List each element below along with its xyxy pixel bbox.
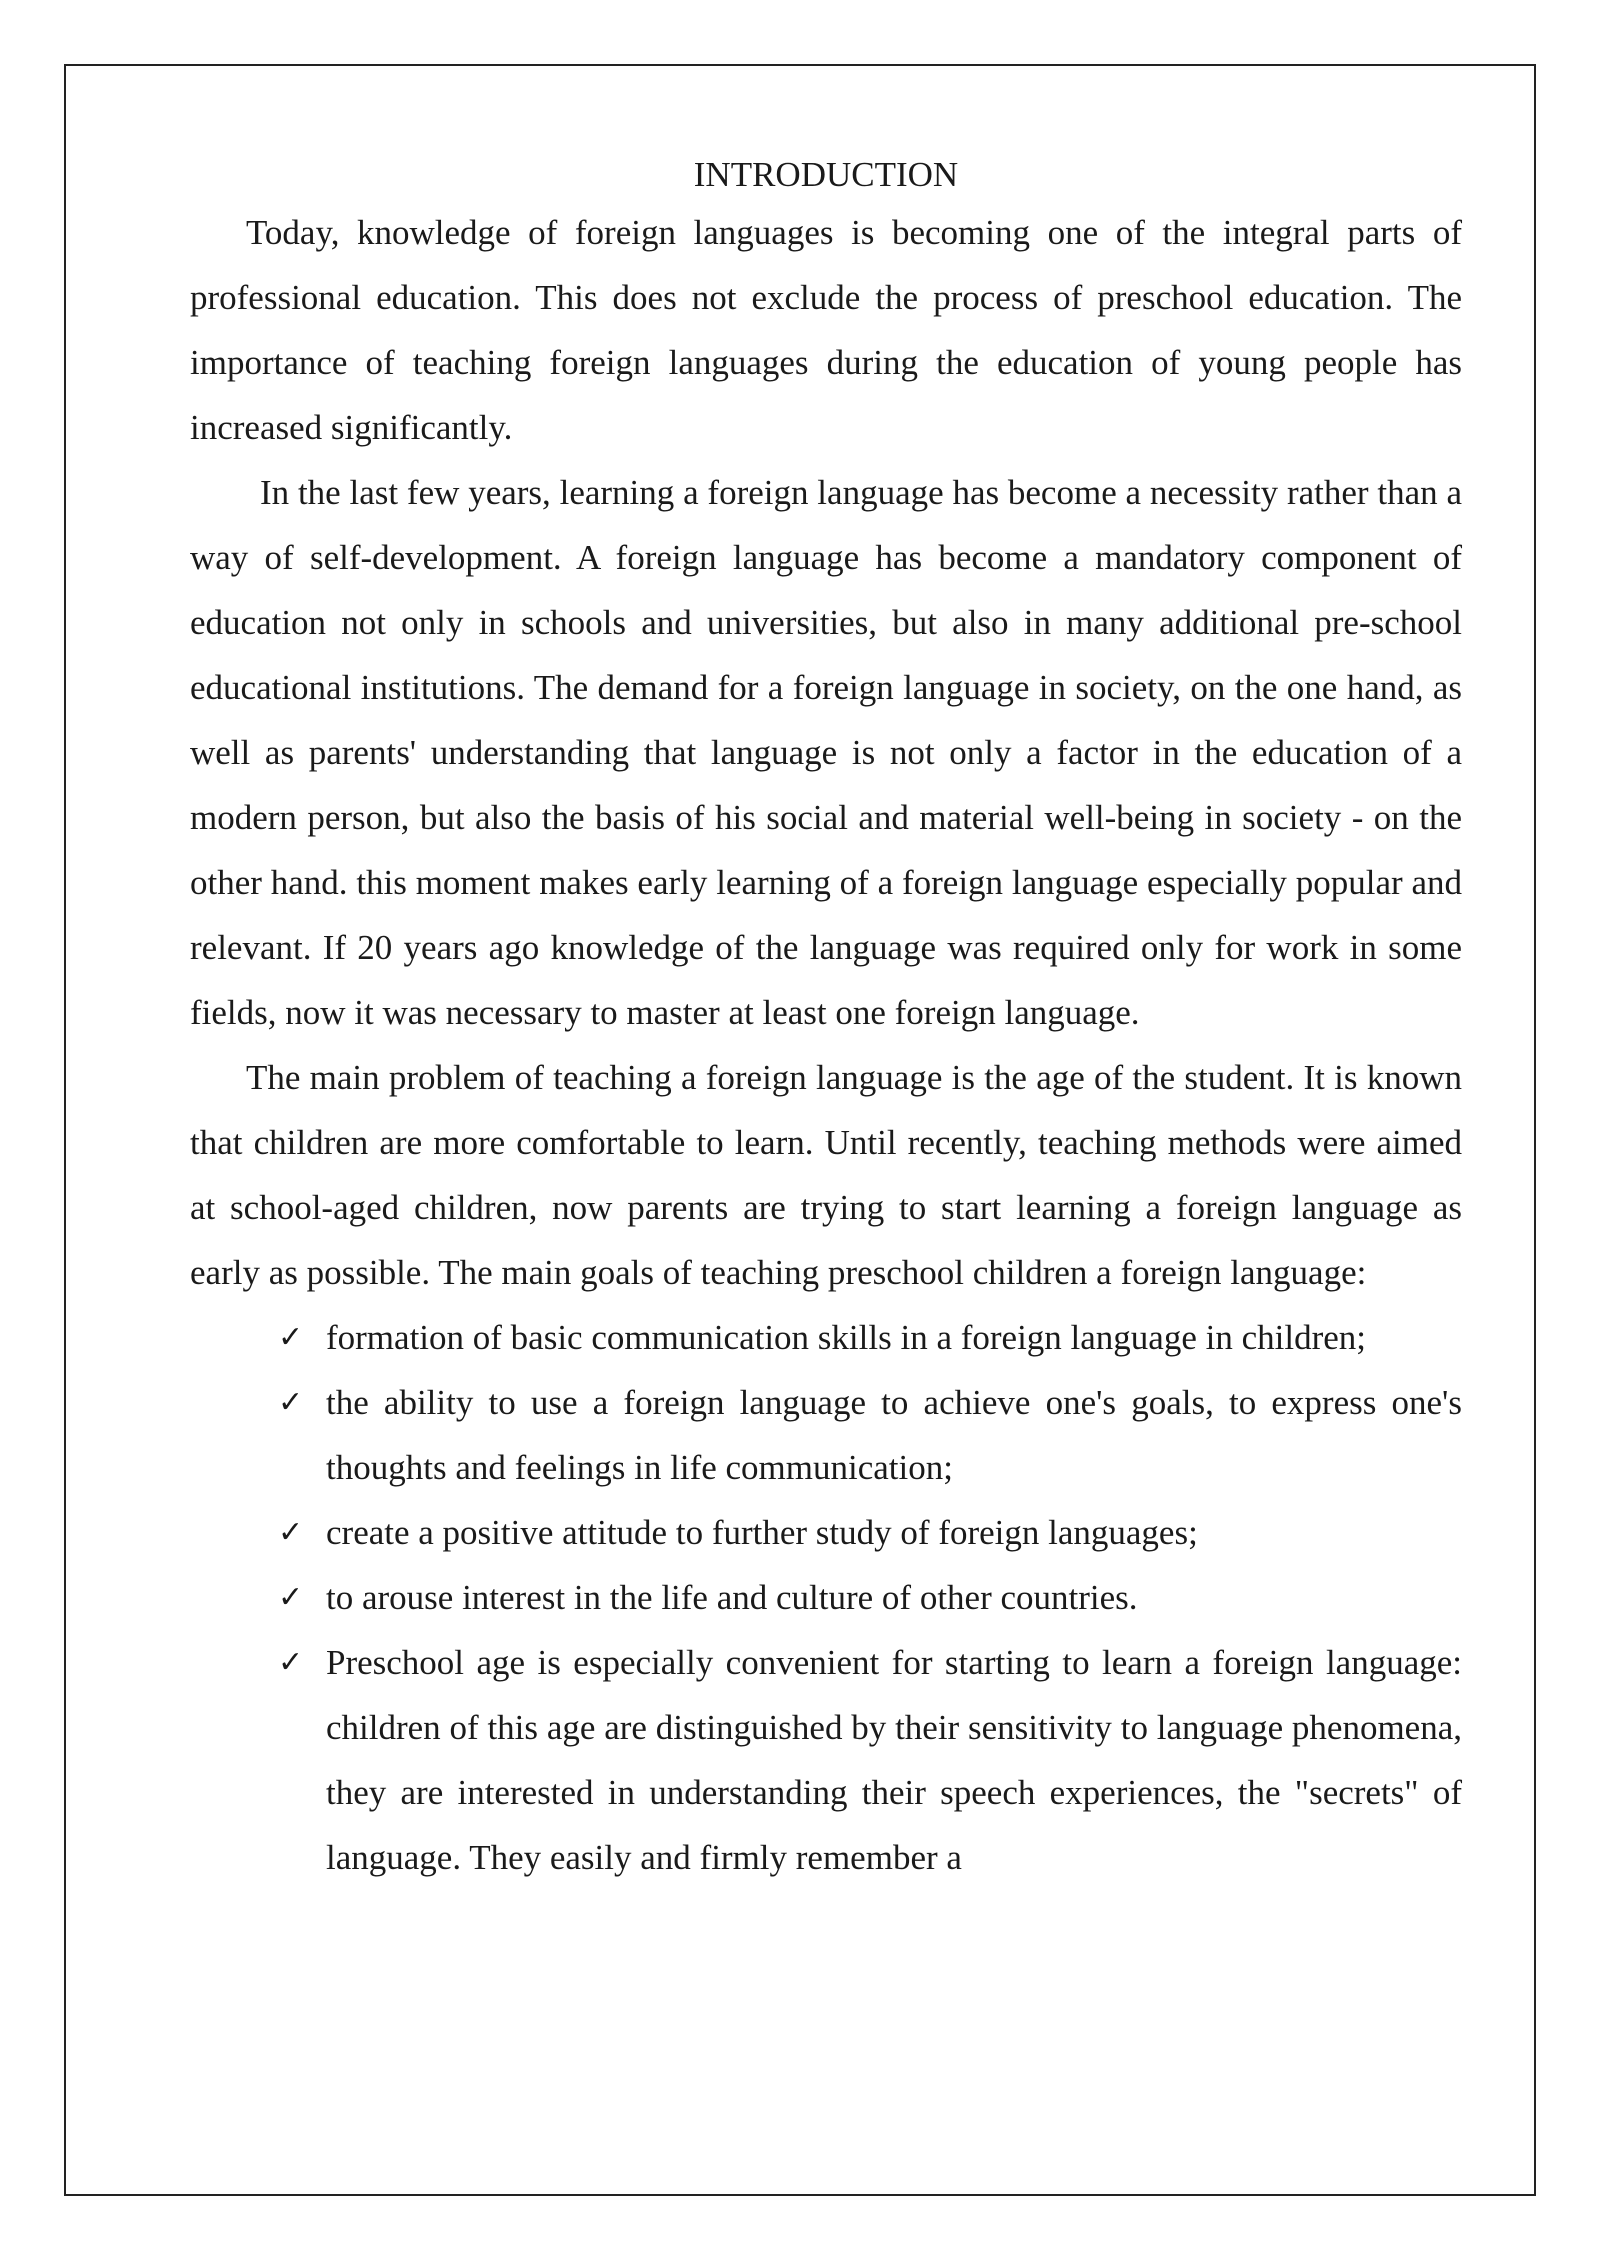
checklist-item-text: Preschool age is especially convenient for starting to learn a foreign language: children of this age are distinguished by their sensitivity to language phenomena, they are interested in understanding their speech experiences, the "secrets" of language. They easily and firmly remember a xyxy=(326,1643,1462,1877)
checkmark-icon: ✓ xyxy=(278,1515,304,1550)
checklist-item-text: the ability to use a foreign language to achieve one's goals, to express one's thoughts and feelings in life communication; xyxy=(326,1383,1462,1487)
checkmark-icon: ✓ xyxy=(278,1385,304,1420)
checklist-item xyxy=(190,1565,1462,1630)
goals-checklist xyxy=(190,1305,1462,1890)
checkmark-icon: ✓ xyxy=(278,1645,304,1680)
checklist-item-text: to arouse interest in the life and culture of other countries. xyxy=(326,1578,1138,1617)
paragraph-3: The main problem of teaching a foreign language is the age of the student. It is known that children are more comfortable to learn. Until recently, teaching methods were aimed at school-aged children, now parents are trying to start learning a foreign language as early as possible. The main goals of teaching preschool children a foreign language: xyxy=(190,1058,1462,1292)
checklist-item-text: create a positive attitude to further study of foreign languages; xyxy=(326,1513,1198,1552)
document-body xyxy=(190,150,1462,1890)
paragraph-2: In the last few years, learning a foreign language has become a necessity rather than a way of self-development. A foreign language has become a mandatory component of education not only in schools and universities, but also in many additional pre-school educational institutions. The demand for a foreign language in society, on the one hand, as well as parents' understanding that language is not only a factor in the education of a modern person, but also the basis of his social and material well-being in society - on the other hand. this moment makes early learning of a foreign language especially popular and relevant. If 20 years ago knowledge of the language was required only for work in some fields, now it was necessary to master at least one foreign language. xyxy=(190,473,1462,1032)
checklist-item xyxy=(190,1305,1462,1370)
checklist-item-text: formation of basic communication skills in a foreign language in children; xyxy=(326,1318,1367,1357)
checklist-item xyxy=(190,1500,1462,1565)
checkmark-icon: ✓ xyxy=(278,1320,304,1355)
paragraph-1: Today, knowledge of foreign languages is becoming one of the integral parts of professional education. This does not exclude the process of preschool education. The importance of teaching foreign languages during the education of young people has increased significantly. xyxy=(190,213,1462,447)
checklist-item xyxy=(190,1370,1462,1500)
checkmark-icon: ✓ xyxy=(278,1580,304,1615)
document-title: INTRODUCTION xyxy=(693,155,959,194)
checklist-item xyxy=(190,1630,1462,1890)
